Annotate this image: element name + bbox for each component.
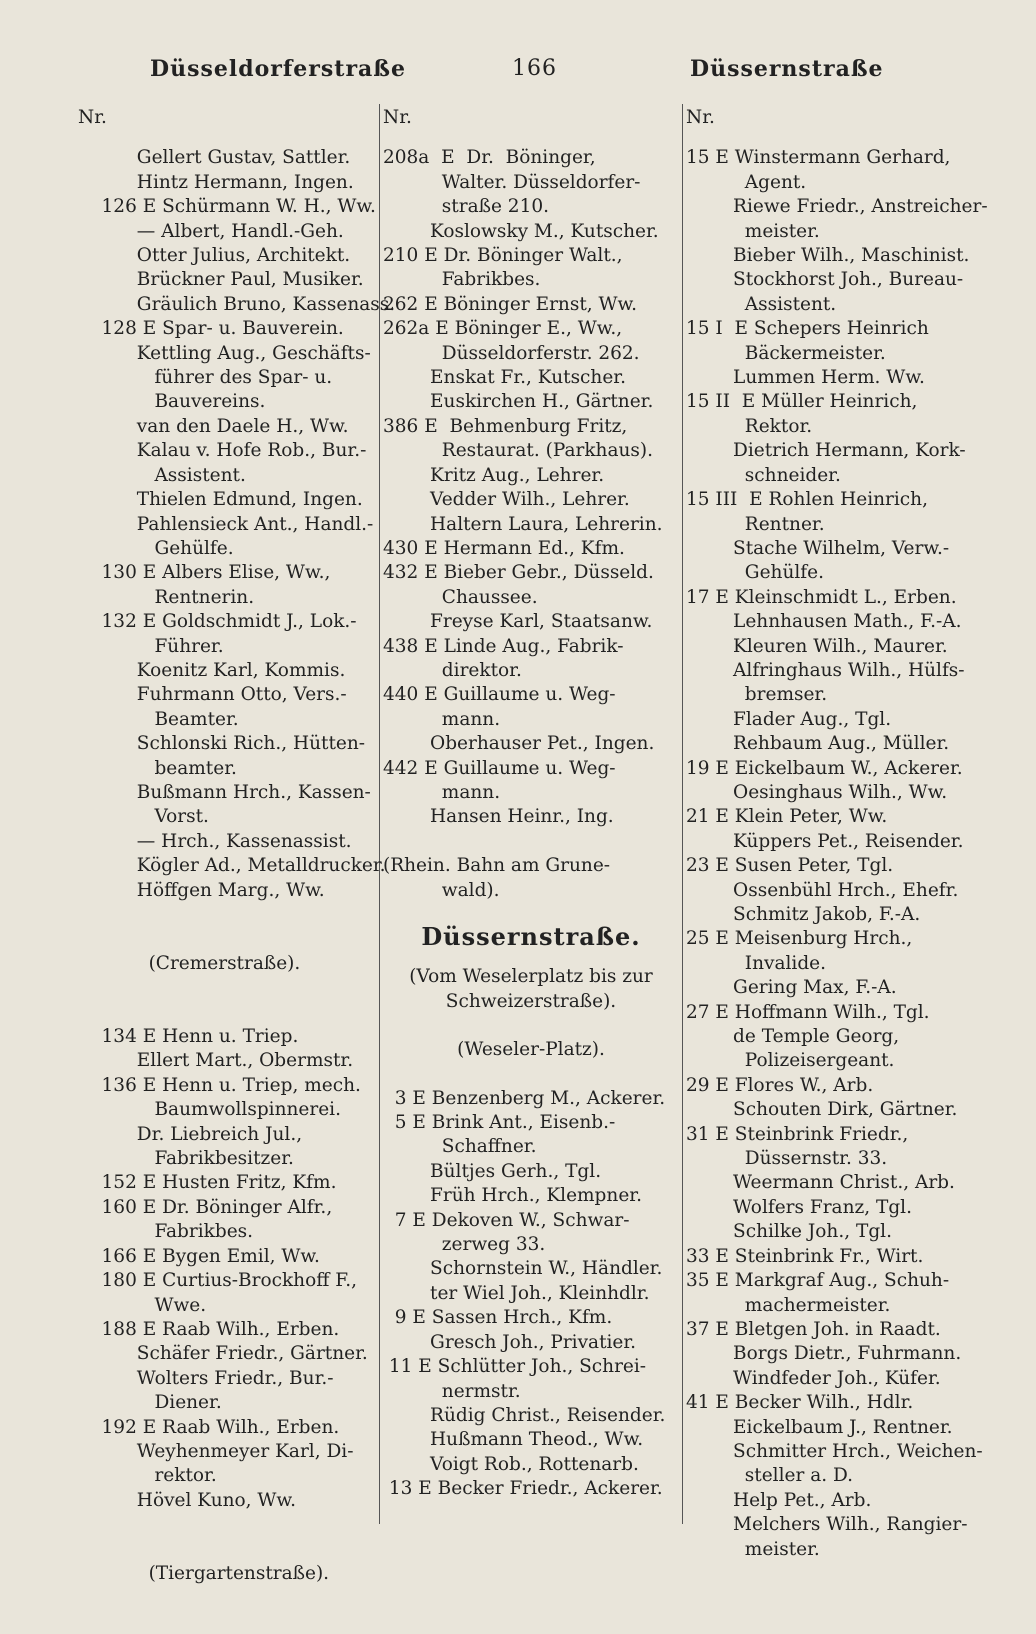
directory-entry-line: Vorst. <box>78 806 209 828</box>
directory-entry-line: Gellert Gustav, Sattler. <box>78 147 351 169</box>
directory-entry-line: beamter. <box>78 757 237 779</box>
directory-entry-line: Bäckermeister. <box>686 342 886 364</box>
directory-entry-line: Dietrich Hermann, Kork- <box>686 440 966 462</box>
directory-entry-line: 166 E Bygen Emil, Ww. <box>78 1245 320 1267</box>
directory-entry-line: Küppers Pet., Reisender. <box>686 830 964 852</box>
directory-entry-line: Lehnhausen Math., F.-A. <box>686 611 962 633</box>
section-subtitle: (Weseler-Platz). <box>457 1039 605 1061</box>
directory-entry-line: ter Wiel Joh., Kleinhdlr. <box>383 1282 650 1304</box>
directory-entry-line: — Albert, Handl.-Geh. <box>78 220 344 242</box>
directory-entry-line: 25 E Meisenburg Hrch., <box>686 928 913 950</box>
directory-entry-line: Schlonski Rich., Hütten- <box>78 733 366 755</box>
directory-entry-line <box>78 903 376 927</box>
directory-entry-line: meister. <box>686 220 820 242</box>
directory-entry-line <box>78 1513 376 1537</box>
directory-entry-line: Windfeder Joh., Küfer. <box>686 1367 941 1389</box>
directory-entry-line: Wolters Friedr., Bur.- <box>78 1367 334 1389</box>
section-subtitle: Schweizerstraße). <box>445 990 617 1012</box>
directory-entry-line: Bieber Wilh., Maschinist. <box>686 245 970 267</box>
directory-entry-line: Rektor. <box>686 415 813 437</box>
directory-entry-line: Chaussee. <box>383 586 538 608</box>
directory-entry-line: 262a E Böninger E., Ww., <box>383 318 623 340</box>
directory-entry-line: Oesinghaus Wilh., Ww. <box>686 781 948 803</box>
directory-entry-line: nermstr. <box>383 1380 521 1402</box>
directory-entry-line: Pahlensieck Ant., Handl.- <box>78 513 374 535</box>
directory-entry-line: 41 E Becker Wilh., Hdlr. <box>686 1392 914 1414</box>
directory-entry-line: Diener. <box>78 1392 222 1414</box>
directory-entry-line <box>78 1538 376 1562</box>
directory-entry-line: 128 E Spar- u. Bauverein. <box>78 318 344 340</box>
directory-entry-line: 442 E Guillaume u. Weg- <box>383 757 616 779</box>
directory-entry-line: Weermann Christ., Arb. <box>686 1172 955 1194</box>
directory-entry-line: Agent. <box>686 171 807 193</box>
directory-entry-line: 210 E Dr. Böninger Walt., <box>383 245 623 267</box>
section-subtitle: (Vom Weselerplatz bis zur <box>409 966 653 988</box>
directory-entry-line: Höffgen Marg., Ww. <box>78 879 325 901</box>
directory-entry-line: 5 E Brink Ant., Eisenb.- <box>383 1112 616 1134</box>
directory-entry-line: Restaurat. (Parkhaus). <box>383 440 653 462</box>
directory-entry-line: 132 E Goldschmidt J., Lok.- <box>78 611 357 633</box>
directory-entry-line: Früh Hrch., Klempner. <box>383 1185 642 1207</box>
directory-entry-line: Brückner Paul, Musiker. <box>78 269 364 291</box>
directory-entry-line: straße 210. <box>383 196 549 218</box>
directory-entry-line: machermeister. <box>686 1294 891 1316</box>
directory-entry-line: Fuhrmann Otto, Vers.- <box>78 684 347 706</box>
directory-entry-line: 21 E Klein Peter, Ww. <box>686 806 888 828</box>
page-number: 166 <box>512 56 557 81</box>
directory-entry-line: Oberhauser Pet., Ingen. <box>383 733 655 755</box>
directory-entry-line: Gering Max, F.-A. <box>686 977 897 999</box>
directory-entry-line: Fabrikbes. <box>78 1221 254 1243</box>
header-right-street: Düssernstraße <box>690 56 884 82</box>
column-nr-label: Nr. <box>383 107 412 128</box>
directory-entry-line: Eickelbaum J., Rentner. <box>686 1416 953 1438</box>
directory-entry-line <box>383 830 679 854</box>
directory-entry-line: Voigt Rob., Rottenarb. <box>383 1453 639 1475</box>
directory-entry-line: Hußmann Theod., Ww. <box>383 1429 644 1451</box>
directory-entry-line: van den Daele H., Ww. <box>78 415 349 437</box>
directory-entry-line: Kritz Aug., Lehrer. <box>383 464 605 486</box>
directory-entry-line: Wolfers Franz, Tgl. <box>686 1196 912 1218</box>
directory-entry-line: Hövel Kuno, Ww. <box>78 1489 296 1511</box>
directory-entry-line: 37 E Bletgen Joh. in Raadt. <box>686 1318 941 1340</box>
directory-entry-line: 17 E Kleinschmidt L., Erben. <box>686 586 957 608</box>
directory-entry-line: Koenitz Karl, Kommis. <box>78 659 346 681</box>
directory-entry-line: (Tiergartenstraße). <box>78 1562 330 1584</box>
directory-entry-line: 33 E Steinbrink Fr., Wirt. <box>686 1245 924 1267</box>
directory-entry-line: 9 E Sassen Hrch., Kfm. <box>383 1307 613 1329</box>
directory-entry-line: Schaffner. <box>383 1136 537 1158</box>
directory-entry-line: Gehülfe. <box>686 562 824 584</box>
header-left-street: Düsseldorferstraße <box>150 56 407 82</box>
directory-entry-line: Otter Julius, Architekt. <box>78 245 351 267</box>
directory-entry-line: Düsseldorferstr. 262. <box>383 342 640 364</box>
directory-entry-line <box>78 976 376 1000</box>
directory-entry-line: rektor. <box>78 1465 217 1487</box>
directory-entry-line: Schornstein W., Händler. <box>383 1258 663 1280</box>
directory-entry-line: Kettling Aug., Geschäfts- <box>78 342 371 364</box>
directory-entry-line: Schmitz Jakob, F.-A. <box>686 904 921 925</box>
directory-entry-line: 15 E Winstermann Gerhard, <box>686 147 951 169</box>
directory-entry-line: 15 I E Schepers Heinrich <box>686 318 929 340</box>
column-3 <box>686 106 986 1562</box>
directory-entry-line: Dr. Liebreich Jul., <box>78 1123 303 1145</box>
directory-entry-line: 160 E Dr. Böninger Alfr., <box>78 1196 333 1218</box>
directory-entry-line: Wwe. <box>78 1294 207 1316</box>
column-2-entries <box>383 146 679 903</box>
directory-entry-line: führer des Spar- u. <box>78 367 333 389</box>
column-2 <box>383 106 679 1502</box>
section-title: Düssernstraße. <box>421 922 641 951</box>
directory-entry-line: 134 E Henn u. Triep. <box>78 1026 299 1048</box>
directory-entry-line: Stache Wilhelm, Verw.- <box>686 537 950 559</box>
directory-entry-line: (Rhein. Bahn am Grune- <box>383 855 611 877</box>
directory-entry-line: Kalau v. Hofe Rob., Bur.- <box>78 440 367 462</box>
directory-entry-line: Hintz Hermann, Ingen. <box>78 171 354 193</box>
directory-entry-line: 152 E Husten Fritz, Kfm. <box>78 1172 337 1194</box>
directory-entry-line: 440 E Guillaume u. Weg- <box>383 684 616 706</box>
spacer <box>383 1063 679 1087</box>
directory-entry-line: 31 E Steinbrink Friedr., <box>686 1123 909 1145</box>
directory-entry-line: Rentner. <box>686 513 825 535</box>
directory-entry-line: Ellert Mart., Obermstr. <box>78 1050 354 1072</box>
directory-entry-line: Gehülfe. <box>78 537 234 559</box>
directory-entry-line: — Hrch., Kassenassist. <box>78 830 352 852</box>
column-1-entries <box>78 146 396 1586</box>
column-divider <box>379 104 380 1524</box>
directory-entry-line: schneider. <box>686 464 841 486</box>
directory-entry-line: 432 E Bieber Gebr., Düsseld. <box>383 562 654 584</box>
directory-entry-line: 29 E Flores W., Arb. <box>686 1074 874 1096</box>
directory-entry-line: Vedder Wilh., Lehrer. <box>383 489 630 511</box>
directory-entry-line: de Temple Georg, <box>686 1026 900 1048</box>
directory-entry-line: Assistent. <box>78 464 246 486</box>
directory-entry-line: Polizeisergeant. <box>686 1050 895 1072</box>
directory-entry-line: 11 E Schlütter Joh., Schrei- <box>383 1356 647 1378</box>
directory-entry-line: 23 E Susen Peter, Tgl. <box>686 855 894 877</box>
column-3-entries <box>686 146 986 1562</box>
directory-entry-line: Düssernstr. 33. <box>686 1148 888 1170</box>
directory-entry-line: Beamter. <box>78 708 239 730</box>
directory-entry-line: Freyse Karl, Staatsanw. <box>383 611 653 633</box>
directory-entry-line <box>78 1001 376 1025</box>
directory-entry-line: 136 E Henn u. Triep, mech. <box>78 1074 361 1096</box>
directory-entry-line: Gräulich Bruno, Kassenass. <box>78 293 396 315</box>
directory-entry-line: meister. <box>686 1538 820 1560</box>
directory-entry-line: Walter. Düsseldorfer- <box>383 171 641 193</box>
directory-entry-line: 3 E Benzenberg M., Ackerer. <box>383 1087 666 1109</box>
directory-entry-line: Fabrikbesitzer. <box>78 1148 294 1170</box>
directory-entry-line: Hansen Heinr., Ing. <box>383 806 614 828</box>
directory-entry-line: Schouten Dirk, Gärtner. <box>686 1099 958 1121</box>
directory-entry-line: 130 E Albers Elise, Ww., <box>78 562 331 584</box>
directory-entry-line: Assistent. <box>686 293 837 315</box>
column-1 <box>78 106 396 1586</box>
directory-entry-line: direktor. <box>383 659 522 681</box>
column-nr-label: Nr. <box>78 107 107 128</box>
directory-entry-line: 27 E Hoffmann Wilh., Tgl. <box>686 1001 930 1023</box>
directory-entry-line: 438 E Linde Aug., Fabrik- <box>383 635 624 657</box>
directory-entry-line: 430 E Hermann Ed., Kfm. <box>383 537 625 559</box>
directory-entry-line: 180 E Curtius-Brockhoff F., <box>78 1270 357 1292</box>
directory-entry-line: 208a E Dr. Böninger, <box>383 147 596 169</box>
directory-entry-line: Enskat Fr., Kutscher. <box>383 367 626 389</box>
directory-entry-line: 35 E Markgraf Aug., Schuh- <box>686 1270 950 1292</box>
directory-entry-line: Stockhorst Joh., Bureau- <box>686 269 964 291</box>
directory-entry-line: 192 E Raab Wilh., Erben. <box>78 1416 340 1438</box>
directory-entry-line: Haltern Laura, Lehrerin. <box>383 513 663 535</box>
directory-entry-line: Bußmann Hrch., Kassen- <box>78 781 371 803</box>
directory-entry-line: wald). <box>383 879 500 901</box>
directory-entry-line: 19 E Eickelbaum W., Ackerer. <box>686 757 963 779</box>
directory-entry-line: Weyhenmeyer Karl, Di- <box>78 1440 354 1462</box>
directory-entry-line: Ossenbühl Hrch., Ehefr. <box>686 879 959 901</box>
directory-entry-line: Rüdig Christ., Reisender. <box>383 1404 666 1426</box>
directory-entry-line: Lummen Herm. Ww. <box>686 367 925 389</box>
directory-entry-line: 262 E Böninger Ernst, Ww. <box>383 293 638 315</box>
directory-entry-line: Baumwollspinnerei. <box>78 1099 341 1121</box>
directory-entry-line: 386 E Behmenburg Fritz, <box>383 415 628 437</box>
directory-entry-line: Bauvereins. <box>78 391 266 413</box>
directory-entry-line: Riewe Friedr., Anstreicher- <box>686 196 988 218</box>
directory-entry-line: Schmitter Hrch., Weichen- <box>686 1440 983 1462</box>
directory-entry-line: Schilke Joh., Tgl. <box>686 1221 892 1243</box>
column-2-entries-2 <box>383 1087 679 1502</box>
directory-entry-line: Thielen Edmund, Ingen. <box>78 489 363 511</box>
directory-entry-line: Help Pet., Arb. <box>686 1489 872 1511</box>
directory-entry-line: Euskirchen H., Gärtner. <box>383 391 654 413</box>
directory-entry-line: Melchers Wilh., Rangier- <box>686 1514 968 1536</box>
directory-entry-line: steller a. D. <box>686 1465 854 1487</box>
directory-entry-line: 126 E Schürmann W. H., Ww. <box>78 196 376 218</box>
directory-entry-line: 188 E Raab Wilh., Erben. <box>78 1318 340 1340</box>
directory-entry-line <box>78 927 376 951</box>
directory-entry-line: 15 III E Rohlen Heinrich, <box>686 489 928 511</box>
directory-entry-line: 13 E Becker Friedr., Ackerer. <box>383 1478 663 1500</box>
directory-entry-line: Rentnerin. <box>78 586 255 608</box>
directory-entry-line: Flader Aug., Tgl. <box>686 708 892 730</box>
directory-entry-line: 7 E Dekoven W., Schwar- <box>383 1209 630 1231</box>
directory-entry-line: Invalide. <box>686 952 827 974</box>
directory-entry-line: zerweg 33. <box>383 1234 546 1256</box>
directory-entry-line: Borgs Dietr., Fuhrmann. <box>686 1343 962 1365</box>
directory-entry-line: (Cremerstraße). <box>78 952 301 974</box>
directory-entry-line: Führer. <box>78 635 224 657</box>
directory-entry-line: Schäfer Friedr., Gärtner. <box>78 1343 368 1365</box>
spacer <box>383 1014 679 1038</box>
directory-entry-line: Alfringhaus Wilh., Hülfs- <box>686 659 965 681</box>
directory-entry-line: mann. <box>383 708 501 730</box>
directory-entry-line: mann. <box>383 781 501 803</box>
directory-entry-line: Fabrikbes. <box>383 269 541 291</box>
directory-entry-line: Gresch Joh., Privatier. <box>383 1331 637 1353</box>
directory-entry-line: Kleuren Wilh., Maurer. <box>686 635 948 657</box>
directory-entry-line: Rehbaum Aug., Müller. <box>686 733 950 755</box>
directory-entry-line: Koslowsky M., Kutscher. <box>383 220 659 242</box>
directory-entry-line: bremser. <box>686 684 828 706</box>
directory-entry-line: Kögler Ad., Metalldrucker. <box>78 855 386 877</box>
column-divider <box>682 104 683 1524</box>
column-nr-label: Nr. <box>686 107 715 128</box>
directory-entry-line: Bültjes Gerh., Tgl. <box>383 1160 602 1182</box>
directory-entry-line: 15 II E Müller Heinrich, <box>686 391 918 413</box>
